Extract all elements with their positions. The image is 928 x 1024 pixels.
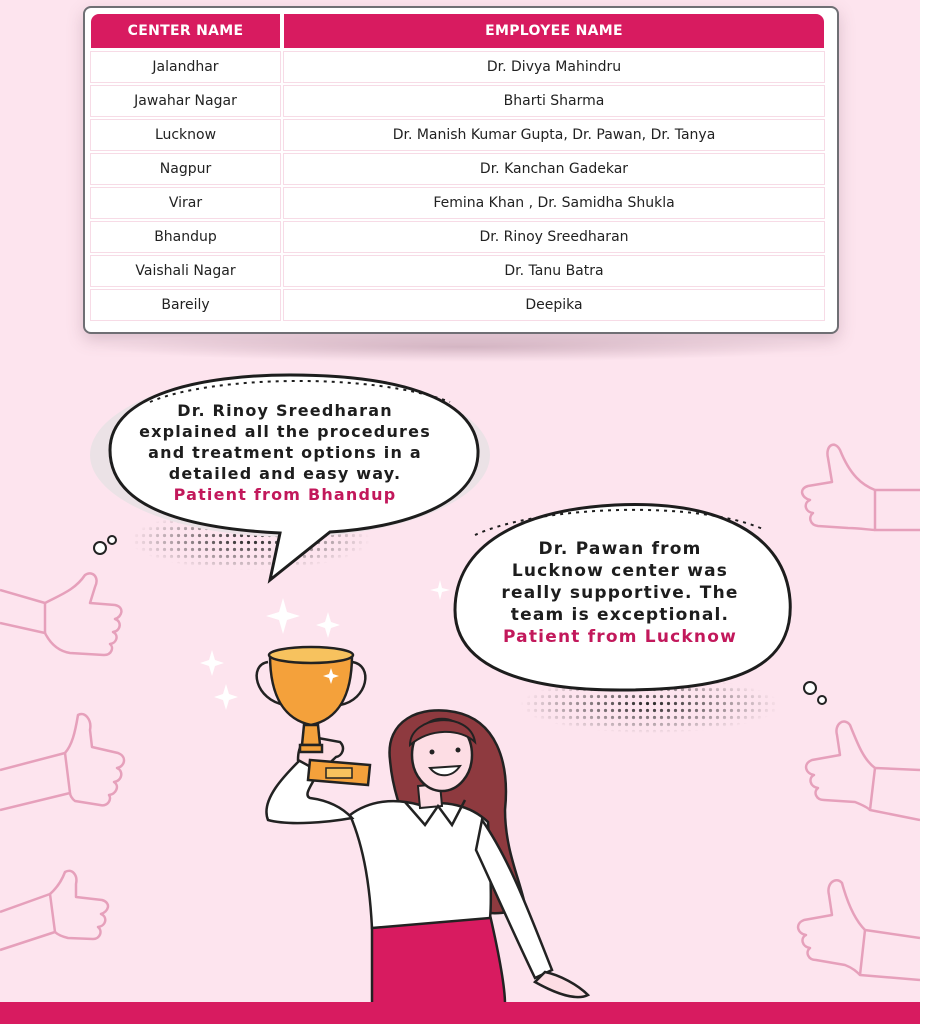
testimonial-bhandup — [100, 400, 470, 505]
table-row — [91, 120, 824, 150]
table-row — [91, 52, 824, 82]
employee-cell: Bharti Sharma — [284, 86, 824, 116]
thumbs-up-icon — [0, 573, 121, 655]
testimonial-line: and treatment options in a — [148, 443, 422, 462]
footer-bar — [0, 1002, 920, 1024]
header-center-name: CENTER NAME — [91, 14, 280, 48]
thumbs-up-icon — [802, 445, 920, 530]
table-row — [91, 222, 824, 252]
center-cell: Bareily — [91, 290, 280, 320]
header-employee-name: EMPLOYEE NAME — [284, 14, 824, 48]
testimonial-line: Dr. Pawan from — [538, 539, 702, 559]
testimonial-line: team is exceptional. — [510, 605, 730, 625]
employee-cell: Femina Khan , Dr. Samidha Shukla — [284, 188, 824, 218]
center-employee-table-card — [83, 6, 839, 334]
employee-cell: Dr. Kanchan Gadekar — [284, 154, 824, 184]
center-employee-table — [87, 10, 828, 324]
table-row — [91, 154, 824, 184]
table-row — [91, 188, 824, 218]
testimonial-lucknow — [470, 538, 770, 648]
woman-illustration — [266, 710, 588, 1004]
testimonial-line: explained all the procedures — [139, 422, 431, 441]
employee-cell: Dr. Rinoy Sreedharan — [284, 222, 824, 252]
table-row — [91, 290, 824, 320]
center-cell: Bhandup — [91, 222, 280, 252]
employee-cell: Dr. Divya Mahindru — [284, 52, 824, 82]
testimonial-line: really supportive. The — [501, 583, 739, 603]
thumbs-up-icon — [798, 880, 920, 980]
testimonial-source: Patient from Lucknow — [502, 627, 737, 647]
employee-cell: Dr. Tanu Batra — [284, 256, 824, 286]
thumbs-up-icon — [0, 871, 108, 950]
employee-cell: Dr. Manish Kumar Gupta, Dr. Pawan, Dr. Tanya — [284, 120, 824, 150]
center-cell: Jalandhar — [91, 52, 280, 82]
trophy-icon — [257, 647, 370, 785]
employee-cell: Deepika — [284, 290, 824, 320]
testimonial-line: detailed and easy way. — [168, 464, 402, 483]
table-header-row — [91, 14, 824, 48]
center-cell: Vaishali Nagar — [91, 256, 280, 286]
testimonial-source: Patient from Bhandup — [173, 485, 397, 504]
center-cell: Lucknow — [91, 120, 280, 150]
table-shadow — [95, 332, 830, 362]
testimonial-line: Lucknow center was — [511, 561, 729, 581]
table-row — [91, 256, 824, 286]
thumbs-up-icon — [0, 714, 124, 810]
center-cell: Jawahar Nagar — [91, 86, 280, 116]
center-cell: Nagpur — [91, 154, 280, 184]
thumbs-up-icon — [806, 722, 920, 820]
table-row — [91, 86, 824, 116]
testimonial-line: Dr. Rinoy Sreedharan — [177, 401, 393, 420]
center-cell: Virar — [91, 188, 280, 218]
